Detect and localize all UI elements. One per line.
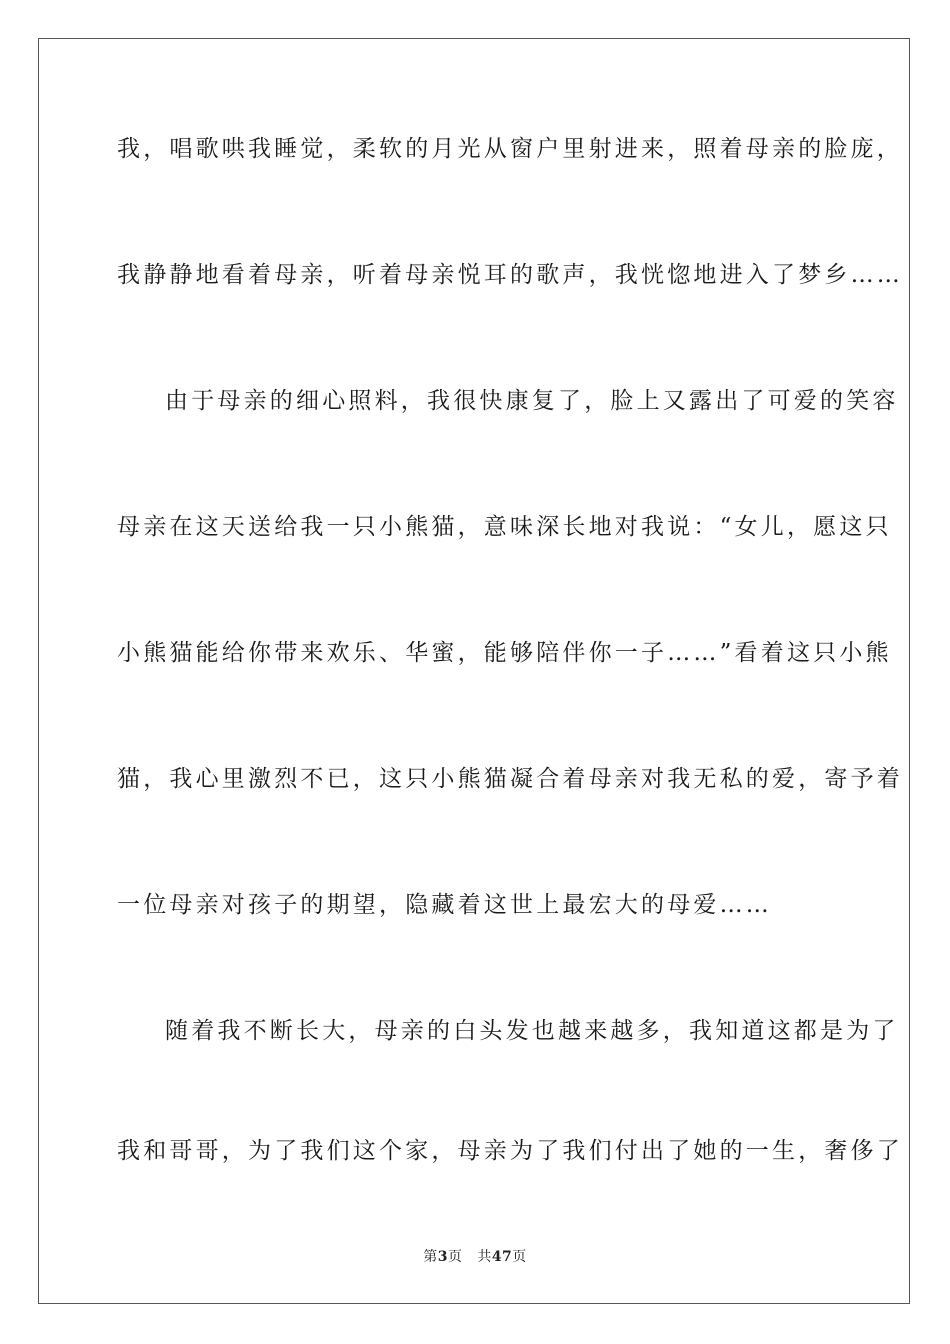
paragraph-line-4: 母亲在这天送给我一只小熊猫，意味深长地对我说：“女儿，愿这只 [117,514,892,540]
page-suffix: 页 [447,1249,463,1265]
total-pages: 47 [491,1249,513,1265]
paragraph-line-7: 一位母亲对孩子的期望，隐藏着这世上最宏大的母爱…… [117,892,772,918]
paragraph-line-2: 我静静地看着母亲，听着母亲悦耳的歌声，我恍惚地进入了梦乡…… [117,262,903,288]
total-suffix: 页 [512,1249,527,1265]
paragraph-line-1: 我，唱歌哄我睡觉，柔软的月光从窗户里射进来，照着母亲的脸庞， [117,136,903,162]
paragraph-line-8: 随着我不断长大，母亲的白头发也越来越多，我知道这都是为了 [165,1018,899,1044]
paragraph-line-3: 由于母亲的细心照料，我很快康复了，脸上又露出了可爱的笑容 [165,388,899,414]
page-footer [0,1246,950,1266]
page-number: 3 [437,1249,448,1265]
page-prefix: 第 [423,1249,438,1265]
total-prefix: 共 [477,1249,492,1265]
paragraph-line-6: 猫，我心里激烈不已，这只小熊猫凝合着母亲对我无私的爱，寄予着 [117,766,903,792]
paragraph-line-5: 小熊猫能给你带来欢乐、华蜜，能够陪伴你一子……”看着这只小熊 [117,640,892,666]
page-border [38,38,910,1304]
paragraph-line-9: 我和哥哥，为了我们这个家，母亲为了我们付出了她的一生，奢侈了 [117,1138,903,1164]
